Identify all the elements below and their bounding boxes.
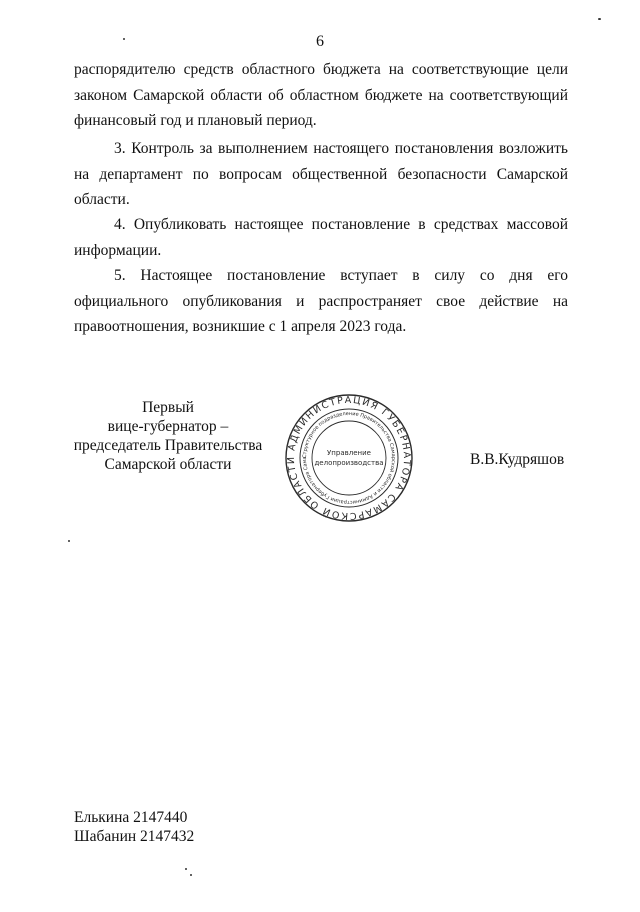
signatory-name: В.В.Кудряшов [470, 451, 565, 468]
seal-middle-ring [300, 409, 398, 507]
scan-speck [185, 868, 187, 870]
paragraph-3: 3. Контроль за выполнением настоящего постановления возложить на департамент по вопросам общественной безопасности Самарской области. [74, 140, 568, 208]
paragraph-continuation: распорядителю средств областного бюджета на соответствующие цели законом Самарской области об областном бюджете на соответствующий финансовый год и плановый период. [74, 61, 568, 129]
seal-outer-text: АДМИНИСТРАЦИЯ ГУБЕРНАТОРА САМАРСКОЙ ОБЛАСТИ [285, 394, 413, 522]
seal-center-line-1: Управление [327, 449, 371, 457]
seal-center-line-2: делопроизводства [314, 459, 384, 467]
seal-inner-ring [312, 421, 386, 495]
signatory-title-line-2: вице-губернатор – [107, 418, 229, 435]
seal-inner-text: Структурное подразделение Правительства Самарской области и Администрации Губернатора Сама [301, 410, 397, 506]
signatory-title [60, 398, 276, 474]
official-seal [284, 393, 414, 523]
scan-speck [598, 18, 601, 20]
signatory-title-line-4: Самарской области [104, 456, 232, 473]
scan-speck [123, 38, 125, 40]
page-number: 6 [316, 33, 324, 50]
scan-speck [190, 874, 192, 876]
executor-line-2: Шабанин 2147432 [74, 828, 195, 845]
executor-line-1: Елькина 2147440 [74, 809, 188, 826]
paragraph-5: 5. Настоящее постановление вступает в силу со дня его официального опубликования и распространяет свое действие на правоотношения, возникшие с 1 апреля 2023 года. [74, 267, 568, 335]
paragraph-4: 4. Опубликовать настоящее постановление в средствах массовой информации. [74, 216, 568, 259]
scan-speck [68, 540, 70, 542]
signatory-title-line-1: Первый [142, 399, 194, 416]
signatory-title-line-3: председатель Правительства [73, 437, 263, 454]
executors-block [74, 808, 194, 846]
